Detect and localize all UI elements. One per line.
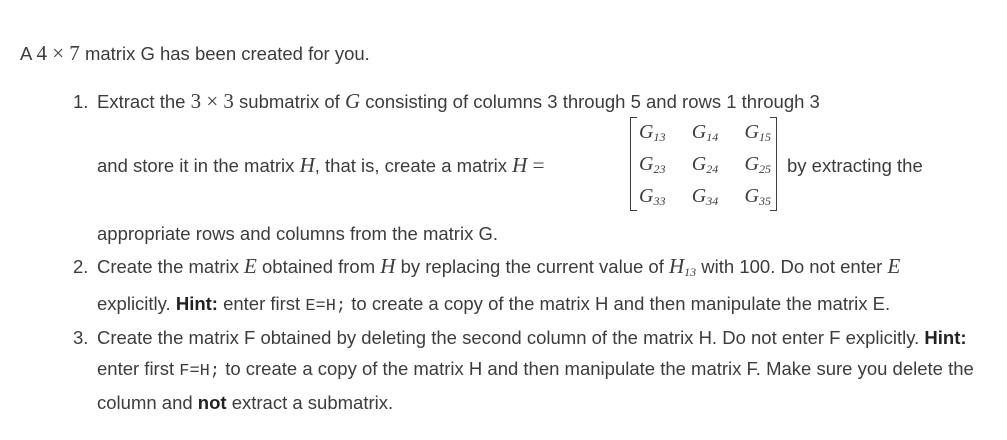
text: extract a submatrix. <box>226 392 394 413</box>
text: and store it in the matrix <box>97 155 300 176</box>
matrix-cell: $G_{15}$ <box>744 121 771 144</box>
matrix-cell: $G_{33}$ <box>639 185 666 208</box>
text: obtained from <box>256 256 381 277</box>
math-E: E <box>887 254 901 278</box>
text: to create a copy of the matrix H and then manipulate the matrix F. Make sure you delete the column and <box>97 358 974 413</box>
text: with 100. Do not enter <box>696 256 888 277</box>
text: submatrix of <box>233 91 345 112</box>
item-number: 2. <box>73 256 89 277</box>
text: explicitly. <box>97 293 176 314</box>
text: , that is, create a matrix <box>314 155 513 176</box>
intro-dims: 4 × 7 <box>36 41 80 65</box>
item1-line2 <box>97 150 544 181</box>
matrix-cell: $G_{35}$ <box>744 185 771 208</box>
text: enter first <box>97 358 180 379</box>
list-item-3 <box>73 322 977 418</box>
item-number: 3. <box>73 327 89 348</box>
matrix-cell: $G_{23}$ <box>639 153 666 176</box>
hint-label: Hint: <box>924 327 967 348</box>
math-E: E <box>244 254 257 278</box>
item-number: 1. <box>73 91 89 112</box>
submatrix-H <box>630 116 777 212</box>
list-item-1 <box>73 86 977 244</box>
text: Create the matrix <box>97 256 245 277</box>
matrix-cell: $G_{25}$ <box>744 153 771 176</box>
intro-text <box>20 40 370 67</box>
matrix-cell: $G_{24}$ <box>691 153 719 176</box>
code-snippet: E=H; <box>305 297 347 316</box>
item1-line1 <box>97 86 820 117</box>
hint-label: Hint: <box>175 293 218 314</box>
matrix-cell: $G_{14}$ <box>691 121 719 144</box>
right-bracket <box>770 117 777 211</box>
math-G: G <box>344 89 361 113</box>
matrix-row <box>639 180 771 212</box>
math-H: H <box>299 153 315 177</box>
list-item-2 <box>73 251 977 322</box>
math-equals: = <box>527 153 545 177</box>
text: to create a copy of the matrix H and then manipulate the matrix E. <box>346 293 891 314</box>
math-dims: 3 × 3 <box>190 89 234 113</box>
math-H13: $H_{13}$ <box>668 254 697 279</box>
task-list <box>73 86 977 418</box>
code-snippet: F=H; <box>179 362 221 381</box>
math-H: H <box>380 254 396 278</box>
left-bracket <box>630 117 637 211</box>
text: enter first <box>217 293 306 314</box>
matrix-row <box>639 148 771 180</box>
text: Extract the <box>97 91 191 112</box>
math-H: H <box>512 153 528 177</box>
text: consisting of columns 3 through 5 and rows 1 through 3 <box>360 91 820 112</box>
matrix-row <box>639 116 771 148</box>
emphasis-not: not <box>197 392 227 413</box>
intro-suffix: matrix G has been created for you. <box>79 43 370 64</box>
matrix-cell: $G_{13}$ <box>639 121 666 144</box>
item1-line2-tail: by extracting the <box>787 155 923 176</box>
text: by replacing the current value of <box>395 256 669 277</box>
text: Create the matrix F obtained by deleting the second column of the matrix H. Do not enter F explicitly. <box>97 327 925 348</box>
item1-line3: appropriate rows and columns from the matrix G. <box>97 223 498 244</box>
matrix-cell: $G_{34}$ <box>691 185 719 208</box>
intro-prefix: A <box>20 43 37 64</box>
